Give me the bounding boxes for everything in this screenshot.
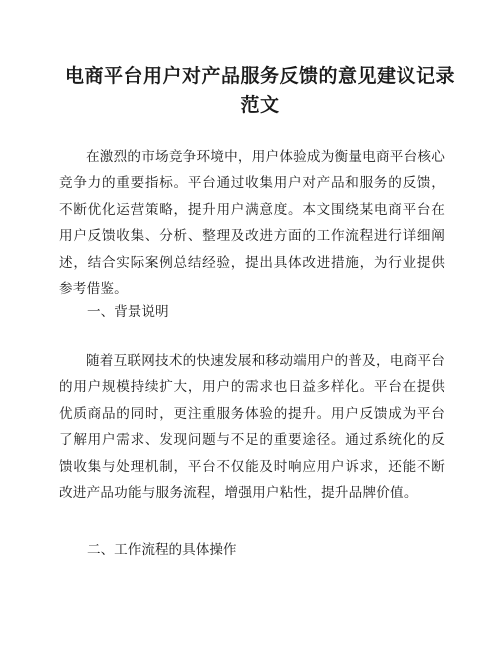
document-title: 电商平台用户对产品服务反馈的意见建议记录范文 [64,65,455,116]
section-heading-workflow: 二、工作流程的具体操作 [87,542,237,558]
background-paragraph: 随着互联网技术的快速发展和移动端用户的普及，电商平台的用户规模持续扩大，用户的需求也日益多样化。平台在提供优质商品的同时，更注重服务体验的提升。用户反馈成为平台了解用户需求、发现问题与不足的重要途径。通过系统化的反馈收集与处理机制，平台不仅能及时响应用户诉求，还能不断改进产品功能与服务流程，增强用户粘性，提升品牌价值。 [59,353,445,502]
intro-paragraph: 在激烈的市场竞争环境中，用户体验成为衡量电商平台核心竞争力的重要指标。平台通过收集用户对产品和服务的反馈，不断优化运营策略，提升用户满意度。本文围绕某电商平台在用户反馈收集、分析、整理及改进方面的工作流程进行详细阐述，结合实际案例总结经验，提出具体改进措施，为行业提供参考借鉴。 [59,149,445,298]
section-heading-background: 一、背景说明 [87,304,169,320]
